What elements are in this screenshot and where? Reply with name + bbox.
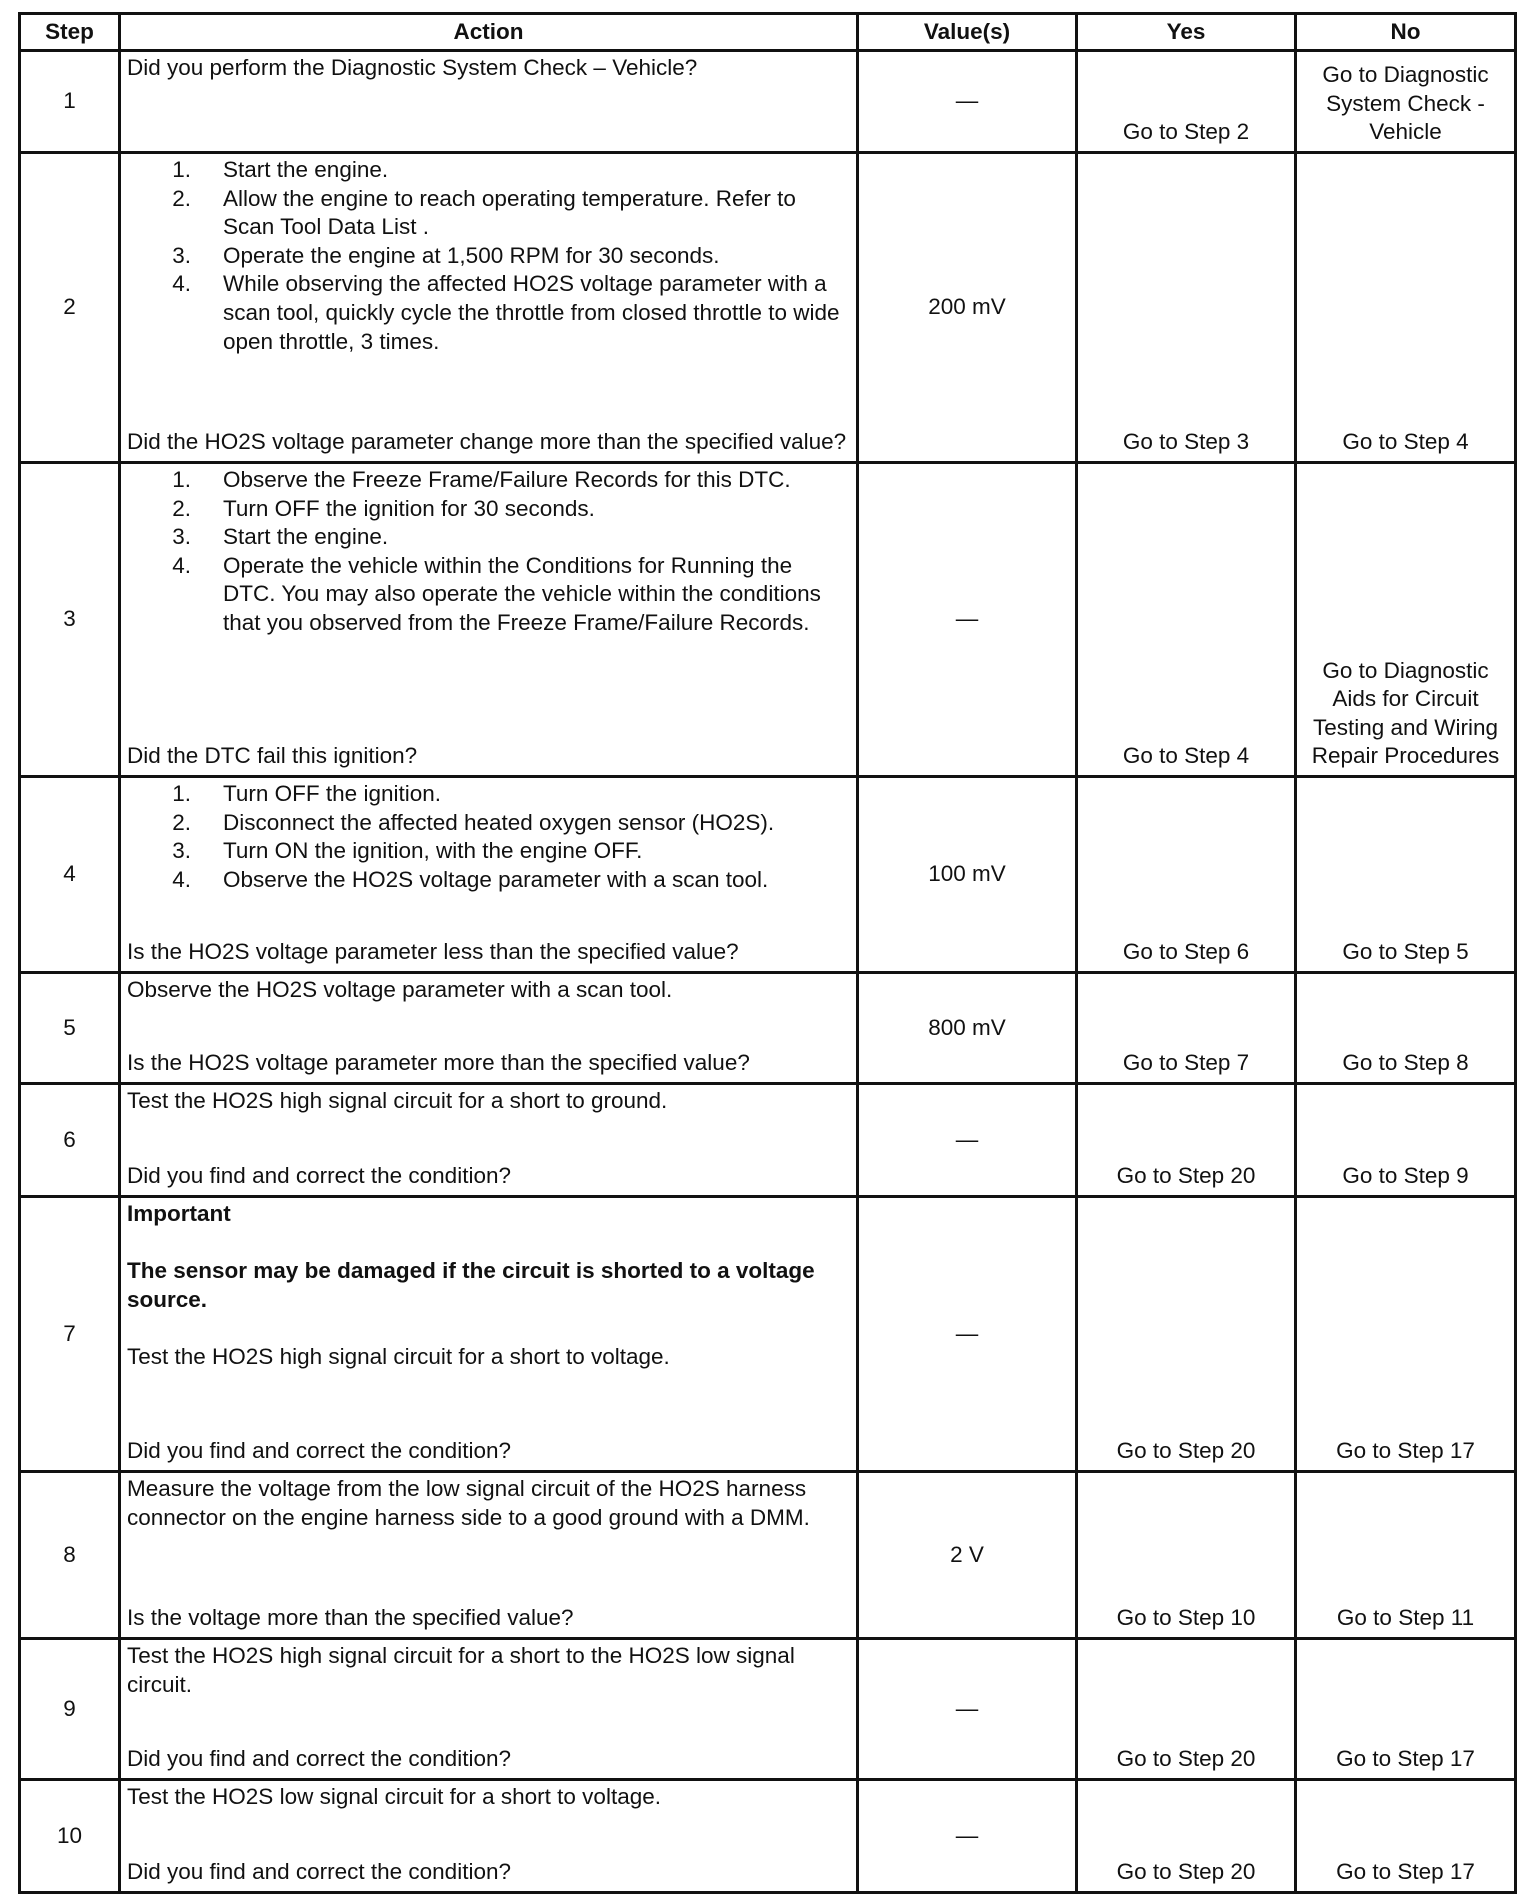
- action-content: [127, 54, 850, 147]
- table-row: [20, 777, 1516, 973]
- action-text: Observe the HO2S voltage parameter with a scan tool.: [127, 977, 673, 1002]
- no-action[interactable]: Go to Step 5: [1296, 777, 1516, 973]
- step-number: 5: [20, 973, 120, 1084]
- action-top: [127, 976, 850, 1005]
- action-cell: [120, 1084, 858, 1197]
- table-row: [20, 1084, 1516, 1197]
- value-cell: —: [858, 1639, 1077, 1780]
- no-action[interactable]: Go to Step 17: [1296, 1780, 1516, 1893]
- yes-action[interactable]: Go to Step 7: [1077, 973, 1296, 1084]
- action-text: Test the HO2S high signal circuit for a short to voltage.: [127, 1343, 670, 1369]
- action-content: [127, 780, 850, 967]
- procedure-item: [127, 270, 850, 356]
- value-cell: 100 mV: [858, 777, 1077, 973]
- table-row: [20, 1780, 1516, 1893]
- action-top: [127, 1200, 850, 1372]
- step-number: 7: [20, 1197, 120, 1472]
- item-number: 1.: [172, 157, 191, 182]
- procedure-item: [127, 156, 850, 185]
- procedure-item: [127, 242, 850, 271]
- procedure-item: [127, 523, 850, 552]
- action-content: [127, 1783, 850, 1887]
- no-action[interactable]: Go to Step 9: [1296, 1084, 1516, 1197]
- item-text: Turn OFF the ignition.: [223, 781, 442, 806]
- table-row: [20, 1639, 1516, 1780]
- no-action[interactable]: Go to Diagnostic System Check - Vehicle: [1296, 51, 1516, 153]
- value-cell: 200 mV: [858, 153, 1077, 463]
- action-top: [127, 466, 850, 638]
- item-text: Start the engine.: [223, 157, 389, 182]
- item-number: 2.: [172, 495, 191, 521]
- item-text: While observing the affected HO2S voltage parameter with a scan tool, quickly cycle the throttle from closed throttle to wide open throttle, 3 times.: [223, 271, 840, 354]
- yes-action[interactable]: Go to Step 20: [1077, 1639, 1296, 1780]
- action-text: Measure the voltage from the low signal circuit of the HO2S harness connector on the engine harness side to a good ground with a DMM.: [127, 1476, 810, 1530]
- action-content: [127, 1642, 850, 1774]
- action-top: [127, 780, 850, 894]
- action-content: [127, 1087, 850, 1191]
- item-number: 1.: [172, 781, 191, 806]
- action-text: Test the HO2S high signal circuit for a short to ground.: [127, 1088, 668, 1113]
- diagnostic-table: [18, 12, 1517, 1894]
- step-number: 4: [20, 777, 120, 973]
- action-top: [127, 1087, 850, 1116]
- header-values: Value(s): [858, 14, 1077, 51]
- item-number: 2.: [172, 185, 191, 211]
- action-text: Did the DTC fail this ignition?: [127, 743, 418, 769]
- step-number: 6: [20, 1084, 120, 1197]
- value-cell: —: [858, 463, 1077, 777]
- action-cell: [120, 51, 858, 153]
- action-cell: [120, 777, 858, 973]
- header-action: Action: [120, 14, 858, 51]
- table-row: [20, 463, 1516, 777]
- yes-action[interactable]: Go to Step 10: [1077, 1472, 1296, 1639]
- action-cell: [120, 1197, 858, 1472]
- important-note: Important: [127, 1201, 231, 1226]
- no-action[interactable]: Go to Step 4: [1296, 153, 1516, 463]
- procedure-list: [127, 780, 850, 894]
- action-text: Test the HO2S low signal circuit for a short to voltage.: [127, 1784, 661, 1809]
- action-content: [127, 976, 850, 1078]
- action-content: [127, 1475, 850, 1633]
- action-cell: [120, 463, 858, 777]
- action-top: [127, 54, 850, 83]
- action-text: Test the HO2S high signal circuit for a short to the HO2S low signal circuit.: [127, 1643, 795, 1697]
- action-text: Did you perform the Diagnostic System Check – Vehicle?: [127, 55, 698, 80]
- item-number: 3.: [172, 524, 191, 550]
- no-action[interactable]: Go to Diagnostic Aids for Circuit Testing and Wiring Repair Procedures: [1296, 463, 1516, 777]
- item-text: Observe the HO2S voltage parameter with a scan tool.: [223, 866, 769, 892]
- value-cell: —: [858, 1084, 1077, 1197]
- action-text: Did the HO2S voltage parameter change more than the specified value?: [127, 429, 847, 455]
- action-text: Did you find and correct the condition?: [127, 1163, 511, 1189]
- action-content: [127, 156, 850, 457]
- action-top: [127, 1475, 850, 1532]
- table-row: [20, 973, 1516, 1084]
- action-text: Is the HO2S voltage parameter less than the specified value?: [127, 939, 739, 965]
- yes-action[interactable]: Go to Step 3: [1077, 153, 1296, 463]
- item-number: 4.: [172, 552, 191, 578]
- yes-action[interactable]: Go to Step 4: [1077, 463, 1296, 777]
- value-cell: 800 mV: [858, 973, 1077, 1084]
- action-cell: [120, 1780, 858, 1893]
- table-row: [20, 51, 1516, 153]
- item-text: Operate the vehicle within the Conditions for Running the DTC. You may also operate the vehicle within the conditions that you observed from the Freeze Frame/Failure Records.: [223, 552, 821, 635]
- procedure-item: [127, 837, 850, 866]
- header-no: No: [1296, 14, 1516, 51]
- item-number: 1.: [172, 467, 191, 492]
- item-number: 2.: [172, 809, 191, 835]
- action-text: Did you find and correct the condition?: [127, 1438, 511, 1464]
- no-action[interactable]: Go to Step 17: [1296, 1197, 1516, 1472]
- procedure-item: [127, 866, 850, 895]
- header-yes: Yes: [1077, 14, 1296, 51]
- no-action[interactable]: Go to Step 11: [1296, 1472, 1516, 1639]
- step-number: 8: [20, 1472, 120, 1639]
- item-number: 4.: [172, 271, 191, 297]
- value-cell: —: [858, 51, 1077, 153]
- action-top: [127, 1642, 850, 1699]
- action-text: Is the HO2S voltage parameter more than the specified value?: [127, 1050, 750, 1076]
- procedure-item: [127, 552, 850, 638]
- item-number: 3.: [172, 242, 191, 268]
- table-row: [20, 153, 1516, 463]
- item-text: Start the engine.: [223, 524, 389, 550]
- yes-action[interactable]: Go to Step 20: [1077, 1197, 1296, 1472]
- procedure-item: [127, 495, 850, 524]
- action-top: [127, 156, 850, 356]
- item-text: Observe the Freeze Frame/Failure Records for this DTC.: [223, 467, 791, 492]
- table-row: [20, 1472, 1516, 1639]
- yes-action[interactable]: Go to Step 20: [1077, 1084, 1296, 1197]
- procedure-item: [127, 809, 850, 838]
- header-row: [20, 14, 1516, 51]
- item-text: Turn OFF the ignition for 30 seconds.: [223, 495, 595, 521]
- step-number: 3: [20, 463, 120, 777]
- action-content: [127, 466, 850, 771]
- action-cell: [120, 973, 858, 1084]
- item-text: Operate the engine at 1,500 RPM for 30 seconds.: [223, 242, 720, 268]
- yes-action[interactable]: Go to Step 6: [1077, 777, 1296, 973]
- value-cell: 2 V: [858, 1472, 1077, 1639]
- important-note: The sensor may be damaged if the circuit is shorted to a voltage source.: [127, 1258, 815, 1312]
- item-text: Disconnect the affected heated oxygen sensor (HO2S).: [223, 809, 775, 835]
- value-cell: —: [858, 1197, 1077, 1472]
- yes-action[interactable]: Go to Step 20: [1077, 1780, 1296, 1893]
- action-cell: [120, 153, 858, 463]
- action-cell: [120, 1639, 858, 1780]
- no-action[interactable]: Go to Step 17: [1296, 1639, 1516, 1780]
- procedure-item: [127, 466, 850, 495]
- value-cell: —: [858, 1780, 1077, 1893]
- step-number: 1: [20, 51, 120, 153]
- action-text: Did you find and correct the condition?: [127, 1746, 511, 1772]
- procedure-item: [127, 185, 850, 242]
- no-action[interactable]: Go to Step 8: [1296, 973, 1516, 1084]
- step-number: 10: [20, 1780, 120, 1893]
- procedure-list: [127, 156, 850, 356]
- table-row: [20, 1197, 1516, 1472]
- action-content: [127, 1200, 850, 1466]
- action-text: Did you find and correct the condition?: [127, 1859, 511, 1885]
- procedure-list: [127, 466, 850, 638]
- action-text: Is the voltage more than the specified value?: [127, 1605, 574, 1631]
- item-text: Allow the engine to reach operating temperature. Refer to Scan Tool Data List .: [223, 185, 796, 240]
- action-top: [127, 1783, 850, 1812]
- action-cell: [120, 1472, 858, 1639]
- yes-action[interactable]: Go to Step 2: [1077, 51, 1296, 153]
- item-number: 4.: [172, 866, 191, 892]
- step-number: 2: [20, 153, 120, 463]
- procedure-item: [127, 780, 850, 809]
- item-text: Turn ON the ignition, with the engine OFF.: [223, 838, 643, 864]
- item-number: 3.: [172, 838, 191, 864]
- step-number: 9: [20, 1639, 120, 1780]
- header-step: Step: [20, 14, 120, 51]
